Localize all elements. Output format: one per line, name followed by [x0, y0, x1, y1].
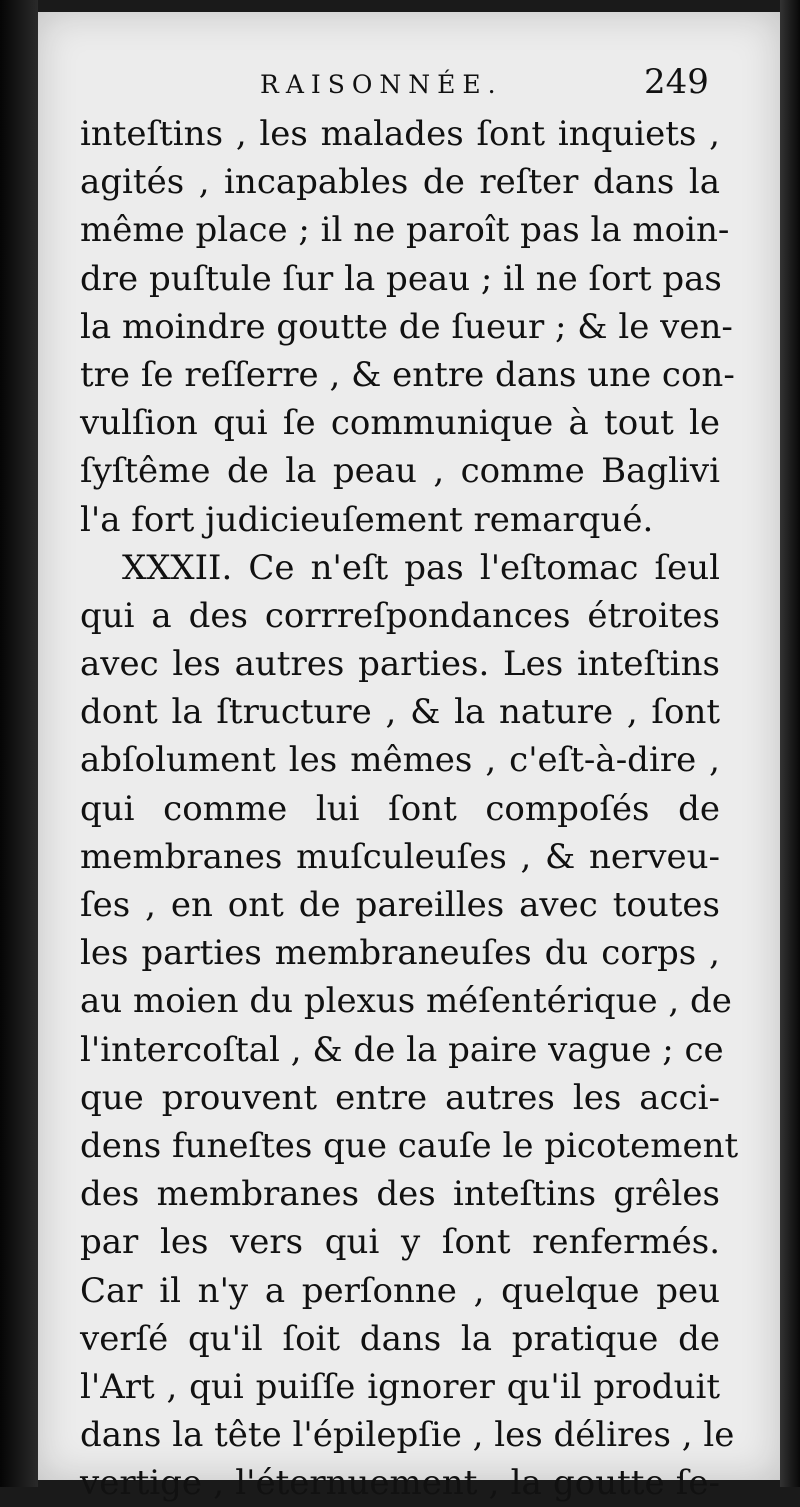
text-line: l'a fort judicieuſement remarqué.	[80, 499, 654, 540]
text-line: dens funeſtes que cauſe le picotement	[80, 1125, 739, 1166]
text-line: qui a des corrreſpondances étroites	[80, 595, 720, 636]
text-line: dont la ſtructure , & la nature , ſont	[80, 692, 720, 733]
text-line: verſé qu'il ſoit dans la pratique de	[80, 1318, 720, 1359]
text-line: tre ſe reſſerre , & entre dans une con-	[80, 354, 735, 395]
text-line: vulſion qui ſe communique à tout le	[80, 403, 720, 444]
text-line: qui comme lui ſont compoſés de	[80, 788, 720, 829]
page-number: 249	[644, 62, 709, 102]
page-edge-left	[0, 0, 38, 1487]
text-line: ſes , en ont de pareilles avec toutes	[80, 885, 720, 925]
text-line: inteſtins , les malades ſont inquiets ,	[80, 114, 720, 154]
running-head: RAISONNÉE.	[260, 70, 503, 99]
text-line: abſolument les mêmes , c'eſt-à-dire ,	[80, 740, 720, 781]
text-line: les parties membraneuſes du corps ,	[80, 933, 720, 974]
paragraph-start-line: XXXII. Ce n'eſt pas l'eſtomac ſeul	[122, 547, 720, 588]
text-line: la moindre goutte de ſueur ; & le ven-	[80, 306, 733, 347]
text-line: l'intercoſtal , & de la paire vague ; ce	[80, 1029, 724, 1070]
text-line: dans la tête l'épilepſie , les délires , le	[80, 1415, 735, 1456]
book-page	[38, 12, 780, 1504]
text-line: vertige , l'éternuement , la goutte ſe-	[80, 1463, 720, 1504]
text-line: même place ; il ne paroît pas la moin-	[80, 210, 730, 251]
text-line: des membranes des inteſtins grêles	[80, 1174, 720, 1215]
text-line: Car il n'y a perſonne , quelque peu	[80, 1270, 720, 1311]
text-line: l'Art , qui puiſſe ignorer qu'il produit	[80, 1366, 720, 1407]
page-edge-right	[780, 0, 800, 1487]
text-line: agités , incapables de reſter dans la	[80, 162, 720, 203]
text-line: membranes muſculeuſes , & nerveu-	[80, 836, 720, 877]
text-line: que prouvent entre autres les acci-	[80, 1077, 720, 1118]
body-text	[80, 110, 739, 1507]
text-line: avec les autres parties. Les inteſtins	[80, 644, 720, 685]
text-line: dre puſtule ſur la peau ; il ne ſort pas	[80, 258, 722, 299]
text-line: au moien du plexus méſentérique , de	[80, 981, 732, 1022]
text-line: par les vers qui y ſont renfermés.	[80, 1222, 720, 1263]
text-line: ſyſtême de la peau , comme Baglivi	[80, 451, 720, 492]
